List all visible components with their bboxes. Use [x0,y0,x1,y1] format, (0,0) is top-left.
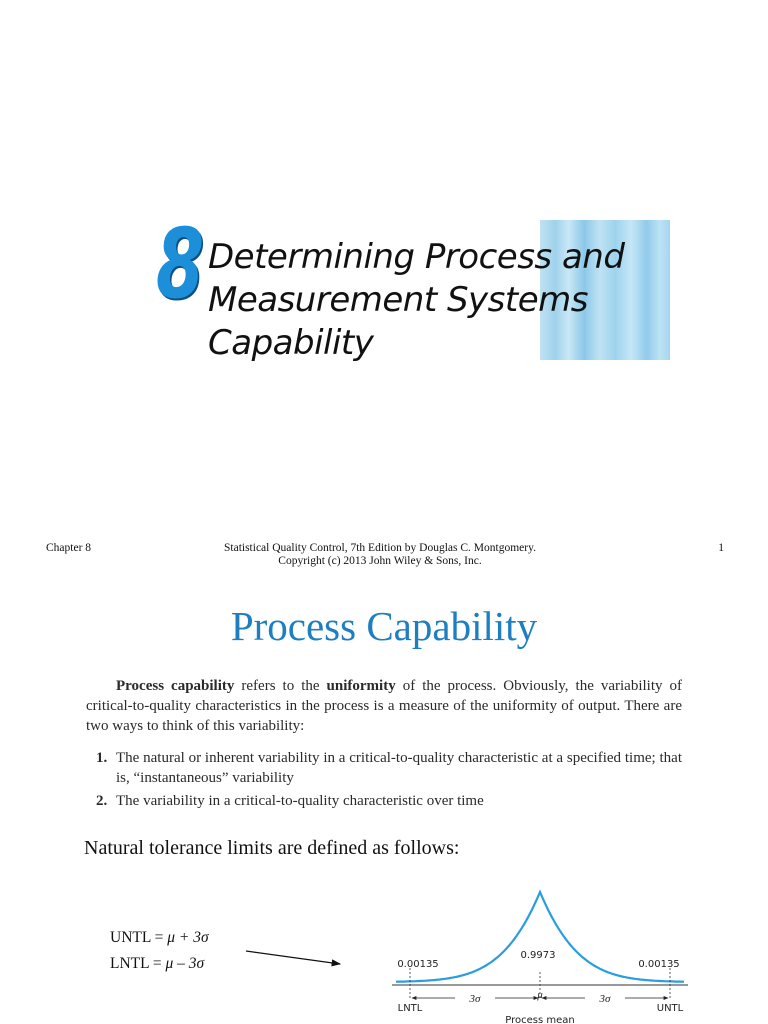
footer-book-title: Statistical Quality Control, 7th Edition by Douglas C. Montgomery. [224,542,536,554]
chapter-title-line-1: Determining Process and [208,237,625,277]
list-number: 2. [96,793,108,809]
footer-copyright-line: Copyright (c) 2013 John Wiley & Sons, Inc. [278,555,482,567]
mu-label: μ [537,989,543,1001]
list-number: 1. [96,750,108,766]
chapter-title-line-2: Measurement Systems [208,280,588,320]
lntl-rhs: μ – 3σ [165,955,205,972]
footer-chapter-label: Chapter 8 [46,542,92,554]
term-process-capability: Process capability [116,678,235,694]
process-mean-caption: Process mean [505,1015,575,1024]
list-text: The natural or inherent variability in a critical-to-quality characteristic at a specified time; that is, “instantaneous” variability [116,750,682,786]
term-uniformity: uniformity [326,678,396,694]
paragraph-text-1: refers to the [234,678,327,694]
lntl-label: LNTL [397,1003,423,1014]
chapter-title-line-3: Capability [208,323,374,363]
lntl-lhs: LNTL = [110,955,166,972]
untl-rhs: μ + 3σ [167,929,209,946]
untl-label: UNTL [656,1003,684,1014]
right-tail-area-label: 0.00135 [638,959,680,970]
left-sigma-label: 3σ [469,993,481,1005]
paragraph-text-2: of the process. Obviously, the variability of critical-to-quality characteristics in the process is a measure of the uniformity of output. There are two ways to think of this variability: [86,678,682,734]
left-tail-area-label: 0.00135 [397,959,439,970]
right-sigma-label: 3σ [599,993,611,1005]
footer-page-number: 1 [718,542,724,554]
list-text: The variability in a critical-to-quality characteristic over time [116,793,484,809]
chapter-number: 8 [156,208,205,320]
pointer-arrow [246,951,340,964]
center-area-label: 0.9973 [520,950,556,961]
natural-limits-intro: Natural tolerance limits are defined as follows: [84,837,460,859]
slide-title: Process Capability [230,603,538,649]
untl-lhs: UNTL = [110,929,168,946]
